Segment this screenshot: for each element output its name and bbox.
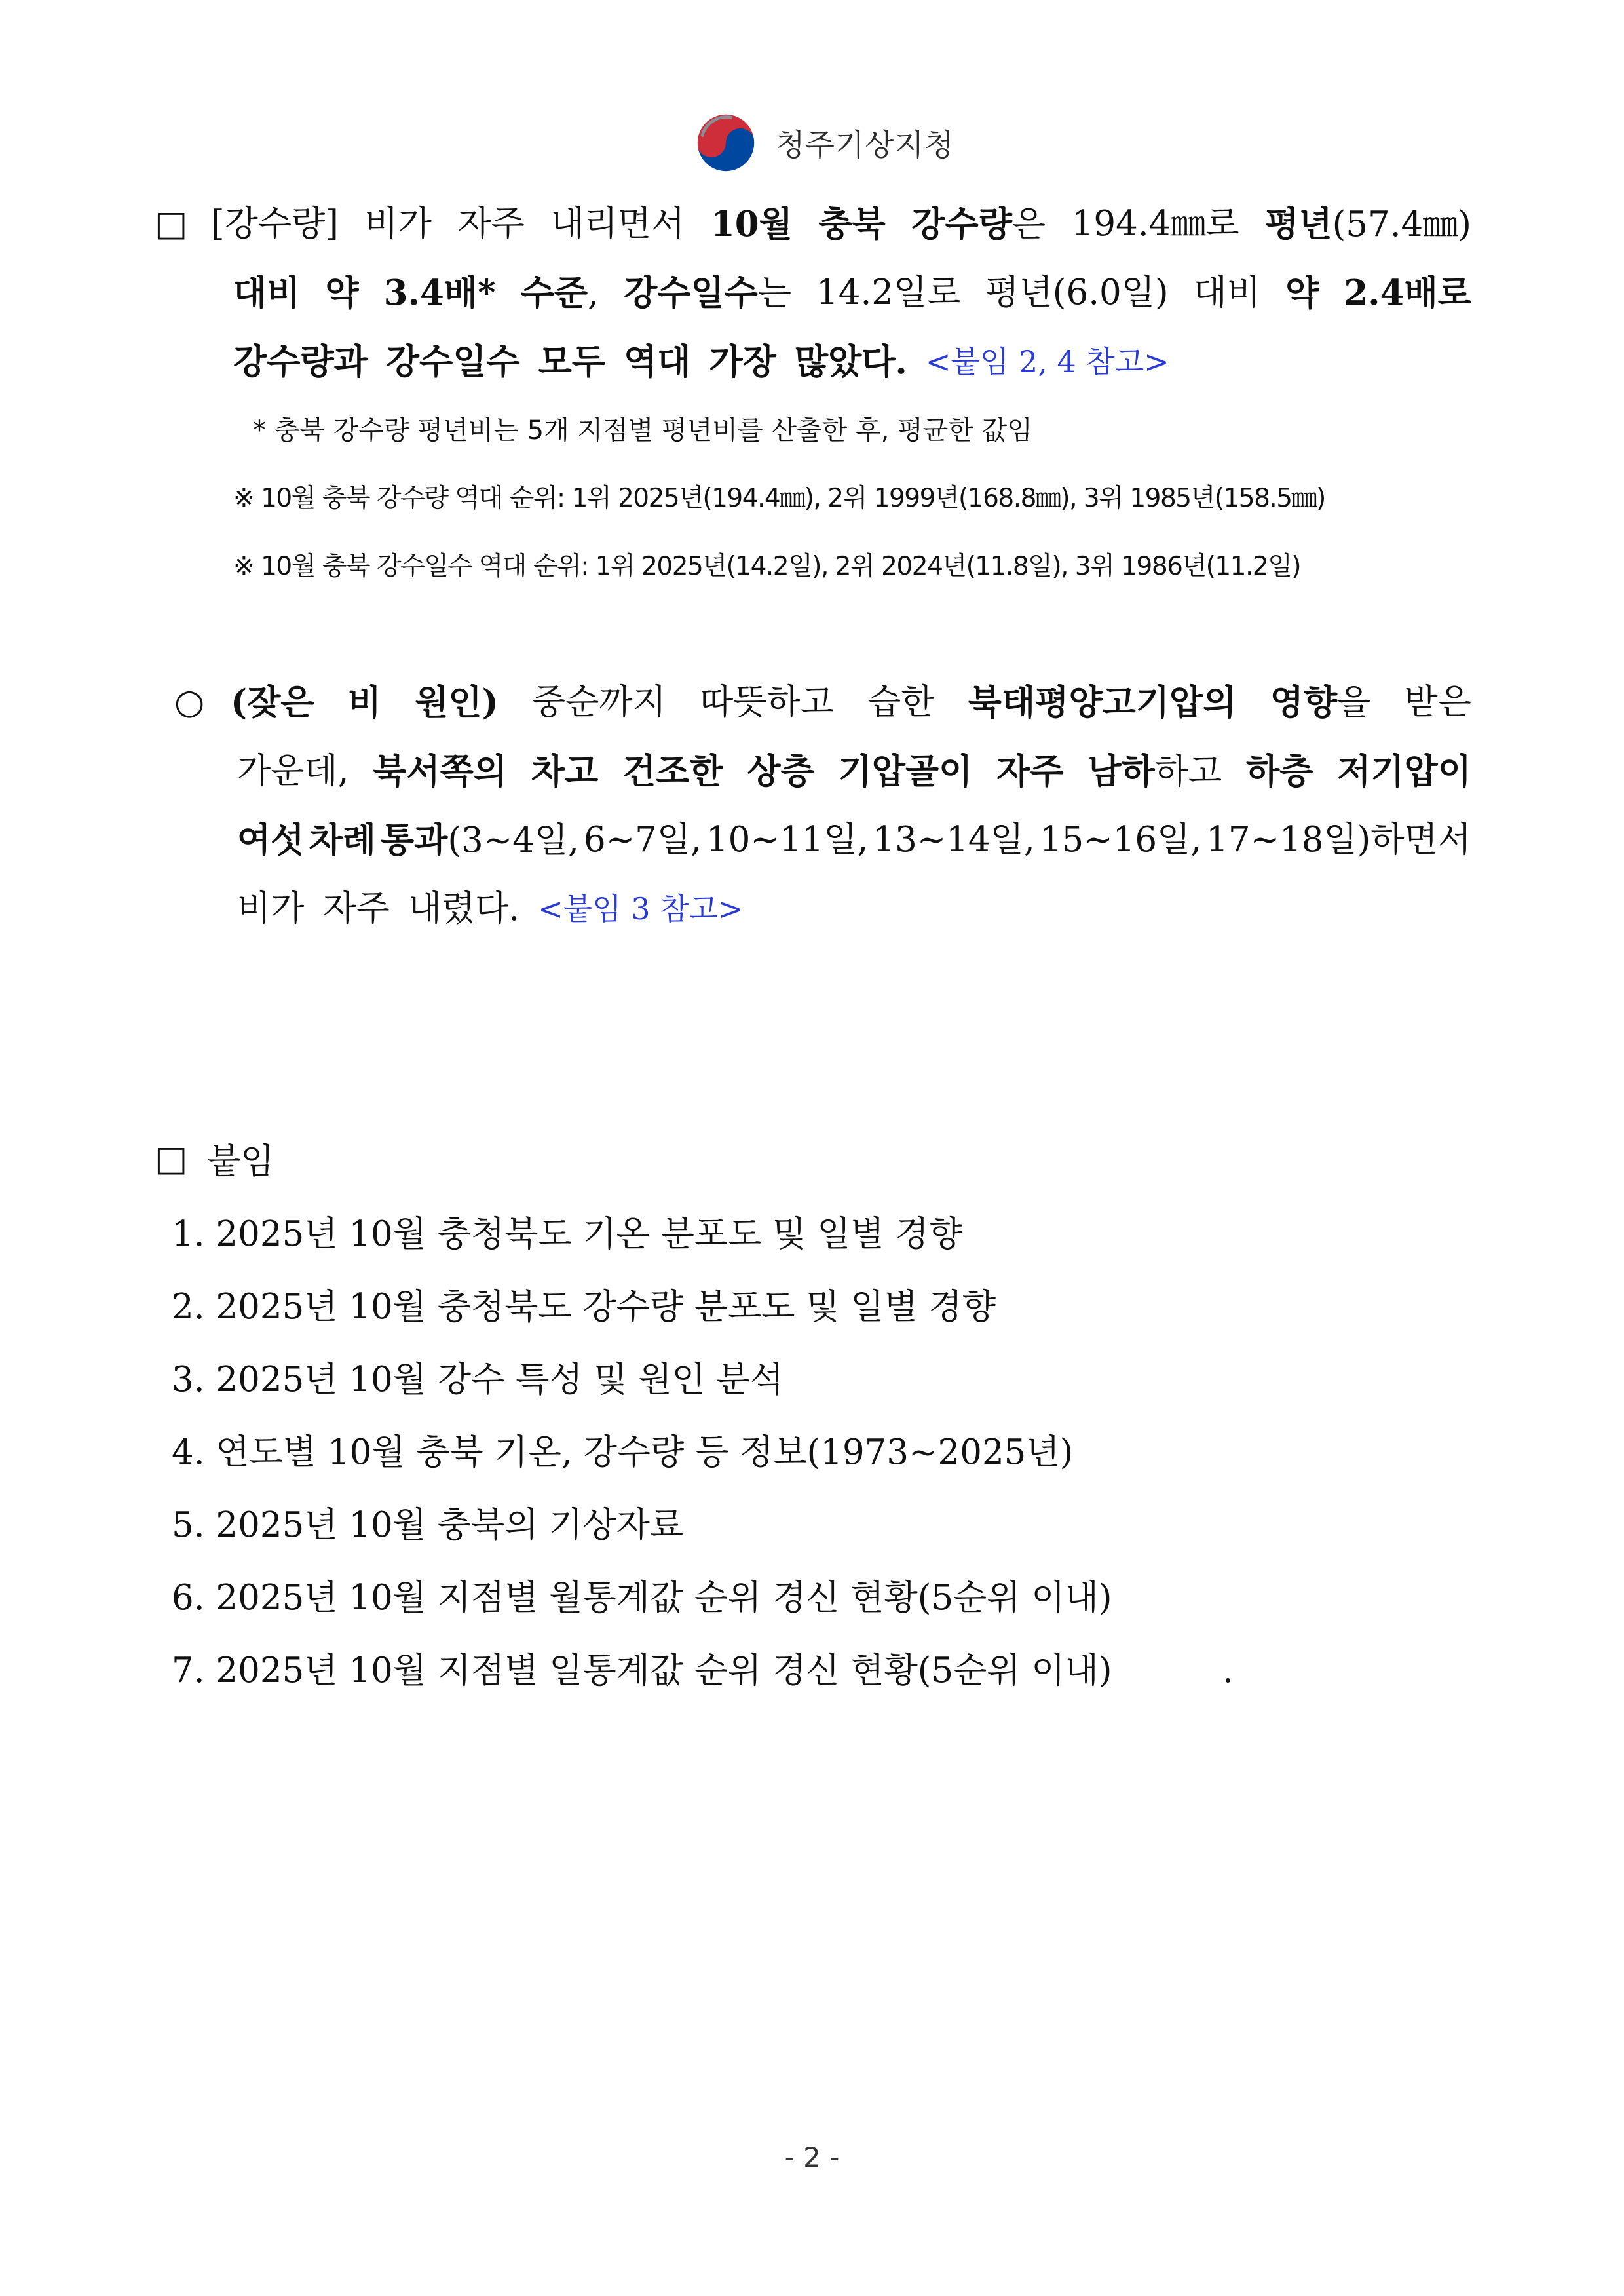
word: 통과(3~4일, <box>380 820 579 860</box>
word: [강수량] <box>211 204 339 244</box>
word: 자주 <box>457 204 525 244</box>
word: 받은 <box>1404 682 1471 722</box>
square-bullet: □ <box>155 1138 188 1179</box>
section-precipitation <box>155 190 1471 601</box>
word: 6~7일, <box>583 820 702 860</box>
word: 북태평양고기압의 <box>968 682 1237 723</box>
para-line <box>237 806 1471 875</box>
attachments-title <box>155 1134 1471 1183</box>
word: 영향을 <box>1270 682 1371 723</box>
page-number: - 2 - <box>784 2141 840 2173</box>
word: 14.2일로 <box>816 273 961 313</box>
reference-note: <붙임 3 참고> <box>538 891 744 927</box>
attachment-list <box>172 1198 1471 1707</box>
attachment-item: 3. 2025년 10월 강수 특성 및 원인 분석 <box>172 1360 784 1400</box>
attachment-item: 4. 연도별 10월 충북 기온, 강수량 등 정보(1973~2025년) <box>172 1432 1074 1472</box>
cause-paragraph <box>155 668 1471 943</box>
word: 따뜻하고 <box>700 682 834 722</box>
circle-bullet: ○ <box>174 682 205 722</box>
para-line <box>237 737 1471 806</box>
word: 약 <box>325 273 359 313</box>
page-header <box>694 110 954 176</box>
word: 원인) <box>415 682 499 723</box>
word: 자주 <box>996 751 1064 792</box>
word: 194.4㎜로 <box>1071 204 1239 244</box>
word: 10~11일, <box>706 820 869 860</box>
word: 비가 <box>364 204 432 244</box>
reference-note: <붙임 2, 4 참고> <box>925 344 1169 379</box>
footnotes <box>233 396 1471 601</box>
attachment-item: 6. 2025년 10월 지점별 월통계값 순위 경신 현황(5순위 이내) <box>172 1578 1112 1618</box>
attachment-item: 5. 2025년 10월 충북의 기상자료 <box>172 1505 684 1545</box>
word: 비 <box>347 682 381 723</box>
word: 자주 <box>322 889 390 928</box>
footnote: * 충북 강수량 평년비는 5개 지점별 평년비를 산출한 후, 평균한 값임 <box>253 415 1032 446</box>
para-line <box>231 668 1471 737</box>
word: 내렸다. <box>407 889 520 928</box>
section-attachments <box>155 1134 1471 1707</box>
word: 저기압이 <box>1337 751 1471 792</box>
word: 내리면서 <box>550 204 685 244</box>
word: 모두 <box>538 341 605 382</box>
word: 강수일수는 <box>624 273 791 313</box>
word: 강수량은 <box>911 204 1046 244</box>
word: 가장 <box>709 341 776 382</box>
attachment-item: 2. 2025년 10월 충청북도 강수량 분포도 및 일별 경향 <box>172 1287 996 1327</box>
precipitation-paragraph <box>155 190 1471 396</box>
word: 기압골이 <box>838 751 973 792</box>
word: 습한 <box>867 682 935 722</box>
word: 2.4배로 <box>1344 273 1471 313</box>
word: 여섯 <box>237 820 305 860</box>
word: 남하하고 <box>1087 751 1222 792</box>
word: 강수일수 <box>385 341 520 382</box>
para-line <box>211 190 1471 259</box>
word: 15~16일, <box>1039 820 1202 860</box>
word: 13~14일, <box>873 820 1035 860</box>
para-line <box>237 875 1471 943</box>
word: 평년(6.0일) <box>985 273 1169 313</box>
org-name: 청주기상지청 <box>776 127 954 163</box>
word: 약 <box>1285 273 1319 313</box>
word: 중순까지 <box>531 682 666 722</box>
word: 건조한 <box>622 751 723 792</box>
word: 3.4배* <box>383 273 496 313</box>
section-cause <box>155 668 1471 943</box>
word: 많았다. <box>794 341 907 382</box>
word: 평년(57.4㎜) <box>1265 204 1471 244</box>
word: 차고 <box>531 751 599 792</box>
word: 17~18일)하면서 <box>1206 820 1471 860</box>
word: 대비 <box>233 273 301 313</box>
word: 충북 <box>818 204 886 244</box>
word: 북서쪽의 <box>373 751 508 792</box>
word: 강수량과 <box>233 341 368 382</box>
attachment-item: 7. 2025년 10월 지점별 일통계값 순위 경신 현황(5순위 이내) . <box>172 1651 1234 1691</box>
word: 차례 <box>309 820 376 860</box>
word: (잦은 <box>231 682 314 723</box>
word: 비가 <box>237 889 305 928</box>
para-line <box>233 259 1471 328</box>
attachment-item: 1. 2025년 10월 충청북도 기온 분포도 및 일별 경향 <box>172 1214 962 1254</box>
word: 역대 <box>624 341 691 382</box>
footnote: ※ 10월 충북 강수일수 역대 순위: 1위 2025년(14.2일), 2위 2024년(11.8일), 3위 1986년(11.2일) <box>233 552 1301 581</box>
word: 가운데, <box>237 751 349 791</box>
attachments-heading: 붙임 <box>207 1141 274 1181</box>
square-bullet: □ <box>155 204 188 244</box>
word: 하층 <box>1245 751 1313 792</box>
para-line <box>233 328 1471 396</box>
word: 수준, <box>520 273 599 313</box>
word: 대비 <box>1193 273 1261 313</box>
word: 10월 <box>710 204 793 244</box>
word: 상층 <box>747 751 814 792</box>
footnote: ※ 10월 충북 강수량 역대 순위: 1위 2025년(194.4㎜), 2위 1999년(168.8㎜), 3위 1985년(158.5㎜) <box>233 484 1325 513</box>
taegeuk-logo-icon <box>694 111 757 174</box>
